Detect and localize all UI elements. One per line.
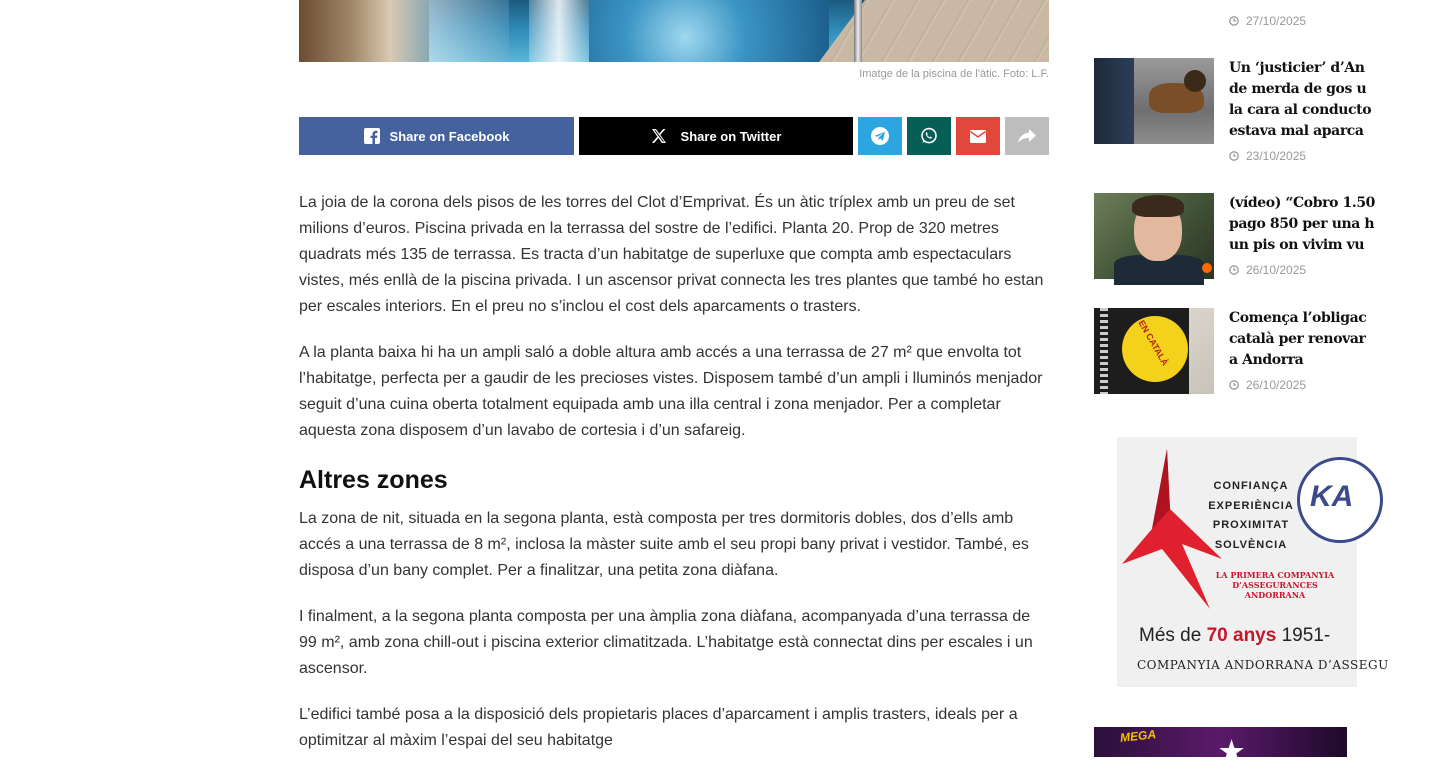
section-heading: Altres zones [299,466,448,494]
news-date [1229,378,1306,392]
share-whatsapp-button[interactable] [907,117,951,155]
whatsapp-icon [920,127,938,145]
share-facebook-label: Share on Facebook [389,128,510,144]
telegram-icon [871,127,889,145]
sidebar-top-date [1229,14,1306,28]
clock-icon [1229,151,1239,161]
article-hero-image [299,0,1049,62]
image-caption: Imatge de la piscina de l'àtic. Foto: L.F. [859,68,1049,80]
news-title[interactable]: Comença l’obligac català per renovar a Andorra [1229,310,1367,368]
clock-icon [1229,16,1239,26]
date-text: 26/10/2025 [1246,263,1307,277]
date-text: 27/10/2025 [1246,14,1307,28]
news-date [1229,263,1306,277]
article-body [299,190,1051,774]
article-paragraph: La joia de la corona dels pisos de les torres del Clot d’Emprivat. És un àtic tríplex amb un preu de set milions d’euros. Piscina privada en la terrassa del sostre de l’edifici. Planta 20. Prop de 320 metres quadrats més 135 de terrassa. Es tracta d’un habitatge de superluxe que compta amb espectaculars vistes, més enllà de la piscina privada. I un ascensor privat connecta les tres plantes que també ho estan per escales interiors. En el preu no s’inclou el cost dels aparcaments o trasters. [299,194,1044,315]
star-icon: ★ [1219,736,1245,767]
news-thumbnail[interactable]: EN CATALÀ [1094,308,1214,394]
news-date [1229,149,1306,163]
news-title[interactable]: (vídeo) “Cobro 1.50 pago 850 per una h un pis on vivim vu [1229,195,1376,253]
sidebar-news-item[interactable] [1094,308,1367,394]
ad-tagline: LA PRIMERA COMPANYIA D’ASSEGURANCES ANDORRANA [1215,570,1335,600]
banner-text: MEGA [1119,727,1157,745]
share-telegram-button[interactable] [858,117,902,155]
article-paragraph: A la planta baixa hi ha un ampli saló a doble altura amb accés a una terrassa de 27 m² que envolta tot l’habitatge, perfecta per a gaudir de les precioses vistes. Disposem també d’un ampli i lluminós menjador seguit d’una cuina oberta totalment equipada amb una illa central i zona menjador. Per a completar aquesta zona disposem d’un lavabo de cortesia i d’un safareig. [299,344,1043,439]
share-email-button[interactable] [956,117,1000,155]
share-more-button[interactable] [1005,117,1049,155]
article-paragraph: La zona de nit, situada en la segona planta, està composta per tres dormitoris dobles, dos d’ells amb accés a una terrassa de 8 m², inclosa la màster suite amb el seu propi bany privat i vestidor. També, es disposa d’un bany complet. Per a finalitzar, una petita zona diàfana. [299,510,1029,579]
date-text: 23/10/2025 [1246,149,1307,163]
envelope-icon [970,130,986,143]
ad-years: Més de 70 anys 1951- [1139,625,1331,646]
facebook-icon [364,128,380,144]
article-paragraph: L’edifici també posa a la disposició dels propietaris places d’aparcament i amplis trasters, ideals per a optimitzar al màxim l’espai del seu habitatge [299,706,1018,749]
insurance-ad[interactable] [1117,437,1389,687]
sidebar-news-item[interactable] [1094,58,1372,163]
clock-icon [1229,265,1239,275]
ad-company-name: COMPANYIA ANDORRANA D’ASSEGU [1137,658,1389,672]
news-thumbnail[interactable] [1094,58,1214,144]
promo-banner[interactable] [1094,727,1347,767]
date-text: 26/10/2025 [1246,378,1307,392]
news-title[interactable]: Un ‘justicier’ d’An de merda de gos u la cara al conducto estava mal aparca [1229,60,1372,139]
article-paragraph: I finalment, a la segona planta composta per una àmplia zona diàfana, acompanyada d’una terrassa de 99 m², amb zona chill-out i piscina exterior climatitzada. L’habitatge està connectat dins per escales i un ascensor. [299,608,1033,677]
share-twitter-label: Share on Twitter [680,128,782,144]
ad-values: CONFIANÇA EXPERIÈNCIA PROXIMITAT SOLVÈNCIA [1208,480,1294,551]
sidebar-news-item[interactable] [1094,193,1376,279]
share-twitter-button[interactable] [579,117,853,155]
x-icon [651,128,667,144]
clock-icon [1229,380,1239,390]
news-thumbnail[interactable] [1094,193,1214,279]
share-icon [1017,128,1037,144]
company-logo: KA [1297,457,1383,543]
share-facebook-button[interactable] [299,117,574,155]
